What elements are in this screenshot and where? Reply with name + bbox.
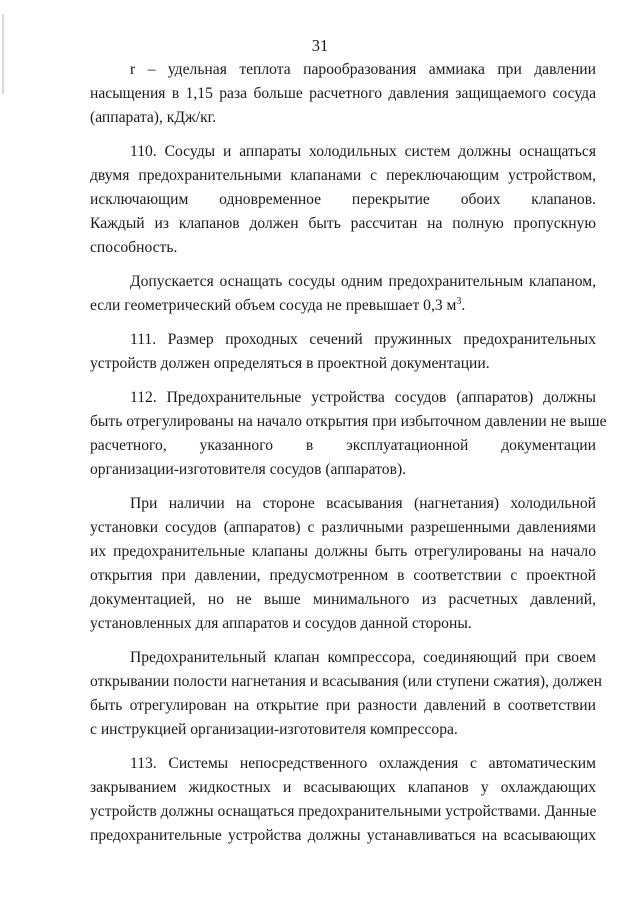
text-line: 111. Размер проходных сечений пружинных предохранительных [130, 331, 596, 348]
text-line: организации-изготовителя сосудов (аппаратов). [90, 461, 407, 478]
text-line: способность. [90, 239, 178, 256]
text-line: 112. Предохранительные устройства сосудов (аппаратов) должны [130, 389, 596, 406]
paragraph-112 [90, 386, 607, 482]
document-body [90, 58, 607, 848]
paragraph-111 [90, 328, 596, 376]
paragraph-r-definition [90, 58, 596, 130]
period: . [461, 297, 466, 314]
text-line: документацией, но не выше минимального из расчетных давлений, [90, 591, 596, 608]
text-line: Предохранительный клапан компрессора, соединяющий при своем [130, 649, 596, 666]
text-line: их предохранительные клапаны должны быть отрегулированы на начало [90, 543, 596, 560]
text-line: двумя предохранительными клапанами с переключающим устройством, [90, 167, 596, 184]
volume-text: если геометрический объем сосуда не превышает 0,3 м [90, 297, 457, 314]
text-line: открывании полости нагнетания и всасывания (или ступени сжатия), должен [90, 673, 602, 690]
text-line: насыщения в 1,15 раза больше расчетного давления защищаемого сосуда [90, 85, 596, 102]
text-line: расчетного, указанного в эксплуатационной документации [90, 437, 596, 454]
text-line: 110. Сосуды и аппараты холодильных систем должны оснащаться [130, 143, 596, 160]
text-line: быть отрегулированы на начало открытия при избыточном давлении не выше [90, 413, 607, 430]
text-line: закрыванием жидкостных и всасывающих клапанов у охлаждающих [90, 779, 596, 796]
text-line: предохранительные устройства должны устанавливаться на всасывающих [90, 827, 596, 844]
paragraph-112-suction [90, 492, 596, 636]
text-line: Каждый из клапанов должен быть рассчитан на полную пропускную [90, 215, 596, 232]
text-line: с инструкцией организации-изготовителя компрессора. [90, 721, 458, 738]
cubic-superscript: 3 [456, 295, 462, 307]
text-line [90, 294, 596, 318]
paragraph-113 [90, 752, 596, 848]
text-line: (аппарата), кДж/кг. [90, 109, 217, 126]
paragraph-110 [90, 140, 596, 260]
text-line: устройств должны оснащаться предохранительными устройствами. Данные [90, 803, 597, 820]
text-line: r – удельная теплота парообразования аммиака при давлении [130, 61, 596, 78]
text-line: При наличии на стороне всасывания (нагнетания) холодильной [130, 495, 596, 512]
text-line: быть отрегулирован на открытие при разности давлений в соответствии [90, 697, 596, 714]
text-line: установки сосудов (аппаратов) с различными разрешенными давлениями [90, 519, 596, 536]
paragraph-110-allowance [90, 270, 596, 318]
page-number: 31 [311, 36, 329, 55]
text-line: устройств должен определяться в проектной документации. [90, 355, 490, 372]
text-line: установленных для аппаратов и сосудов данной стороны. [90, 615, 472, 632]
text-line: 113. Системы непосредственного охлаждения с автоматическим [130, 755, 596, 772]
text-line: Допускается оснащать сосуды одним предохранительным клапаном, [130, 273, 596, 290]
paragraph-112-compressor [90, 646, 602, 742]
text-line: открытия при давлении, предусмотренном в соответствии с проектной [90, 567, 596, 584]
text-line: исключающим одновременное перекрытие обоих клапанов. [90, 191, 596, 208]
